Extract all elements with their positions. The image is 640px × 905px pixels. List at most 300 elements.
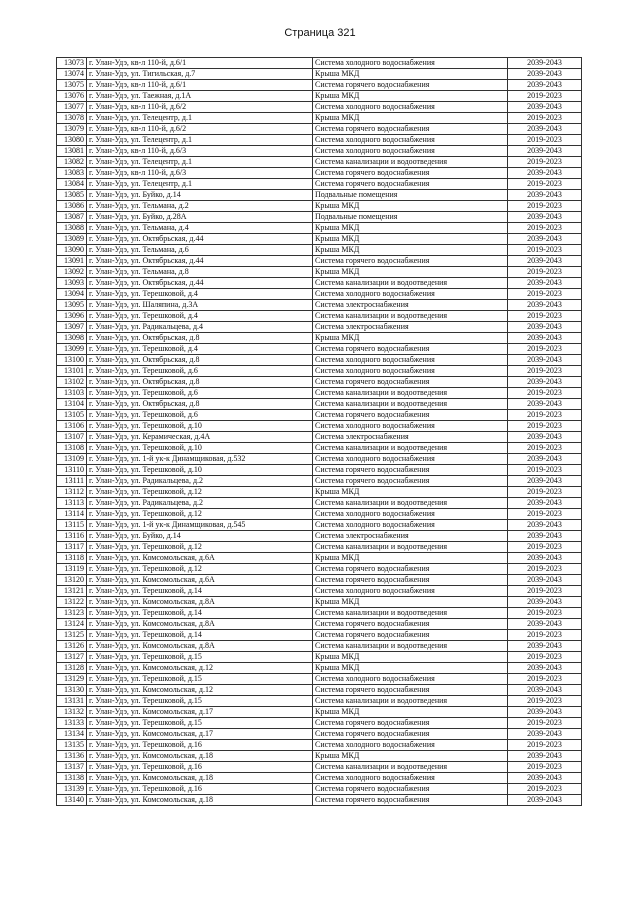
row-number-cell: 13121 bbox=[57, 586, 87, 597]
system-cell: Крыша МКД bbox=[313, 201, 508, 212]
table-row bbox=[57, 476, 582, 487]
table-row bbox=[57, 619, 582, 630]
system-cell: Крыша МКД bbox=[313, 234, 508, 245]
row-number-cell: 13078 bbox=[57, 113, 87, 124]
row-number-cell: 13091 bbox=[57, 256, 87, 267]
table-row bbox=[57, 201, 582, 212]
period-cell: 2019-2023 bbox=[508, 135, 582, 146]
table-row bbox=[57, 289, 582, 300]
address-cell: г. Улан-Удэ, ул. Терешковой, д.4 bbox=[87, 311, 313, 322]
address-cell: г. Улан-Удэ, ул. Терешковой, д.10 bbox=[87, 421, 313, 432]
table-row bbox=[57, 553, 582, 564]
system-cell: Крыша МКД bbox=[313, 597, 508, 608]
table-row bbox=[57, 410, 582, 421]
period-cell: 2039-2043 bbox=[508, 102, 582, 113]
table-row bbox=[57, 564, 582, 575]
row-number-cell: 13130 bbox=[57, 685, 87, 696]
period-cell: 2019-2023 bbox=[508, 245, 582, 256]
table-row bbox=[57, 102, 582, 113]
table-row bbox=[57, 729, 582, 740]
row-number-cell: 13095 bbox=[57, 300, 87, 311]
period-cell: 2039-2043 bbox=[508, 476, 582, 487]
row-number-cell: 13099 bbox=[57, 344, 87, 355]
address-cell: г. Улан-Удэ, ул. Комсомольская, д.18 bbox=[87, 795, 313, 806]
row-number-cell: 13085 bbox=[57, 190, 87, 201]
address-cell: г. Улан-Удэ, ул. Октябрьская, д.44 bbox=[87, 278, 313, 289]
row-number-cell: 13140 bbox=[57, 795, 87, 806]
period-cell: 2039-2043 bbox=[508, 707, 582, 718]
row-number-cell: 13087 bbox=[57, 212, 87, 223]
table-row bbox=[57, 707, 582, 718]
table-row bbox=[57, 487, 582, 498]
address-cell: г. Улан-Удэ, ул. Октябрьская, д.8 bbox=[87, 399, 313, 410]
period-cell: 2019-2023 bbox=[508, 179, 582, 190]
system-cell: Система канализации и водоотведения bbox=[313, 641, 508, 652]
row-number-cell: 13080 bbox=[57, 135, 87, 146]
address-cell: г. Улан-Удэ, ул. Терешковой, д.4 bbox=[87, 344, 313, 355]
table-row bbox=[57, 190, 582, 201]
row-number-cell: 13104 bbox=[57, 399, 87, 410]
row-number-cell: 13126 bbox=[57, 641, 87, 652]
period-cell: 2019-2023 bbox=[508, 113, 582, 124]
address-cell: г. Улан-Удэ, ул. Терешковой, д.15 bbox=[87, 674, 313, 685]
address-cell: г. Улан-Удэ, ул. Телецентр, д.1 bbox=[87, 179, 313, 190]
address-cell: г. Улан-Удэ, кв-л 110-й, д.6/3 bbox=[87, 146, 313, 157]
period-cell: 2039-2043 bbox=[508, 322, 582, 333]
table-row bbox=[57, 509, 582, 520]
address-cell: г. Улан-Удэ, ул. Терешковой, д.15 bbox=[87, 696, 313, 707]
period-cell: 2039-2043 bbox=[508, 795, 582, 806]
period-cell: 2039-2043 bbox=[508, 663, 582, 674]
row-number-cell: 13096 bbox=[57, 311, 87, 322]
system-cell: Система электроснабжения bbox=[313, 322, 508, 333]
table-row bbox=[57, 421, 582, 432]
row-number-cell: 13109 bbox=[57, 454, 87, 465]
row-number-cell: 13105 bbox=[57, 410, 87, 421]
period-cell: 2039-2043 bbox=[508, 498, 582, 509]
period-cell: 2039-2043 bbox=[508, 553, 582, 564]
row-number-cell: 13102 bbox=[57, 377, 87, 388]
row-number-cell: 13112 bbox=[57, 487, 87, 498]
period-cell: 2019-2023 bbox=[508, 289, 582, 300]
period-cell: 2039-2043 bbox=[508, 69, 582, 80]
period-cell: 2019-2023 bbox=[508, 608, 582, 619]
address-cell: г. Улан-Удэ, ул. Буйко, д.14 bbox=[87, 531, 313, 542]
system-cell: Система горячего водоснабжения bbox=[313, 168, 508, 179]
address-cell: г. Улан-Удэ, ул. Буйко, д.28А bbox=[87, 212, 313, 223]
system-cell: Система канализации и водоотведения bbox=[313, 542, 508, 553]
table-row bbox=[57, 586, 582, 597]
period-cell: 2019-2023 bbox=[508, 344, 582, 355]
address-cell: г. Улан-Удэ, ул. Комсомольская, д.17 bbox=[87, 729, 313, 740]
row-number-cell: 13075 bbox=[57, 80, 87, 91]
system-cell: Крыша МКД bbox=[313, 245, 508, 256]
system-cell: Система холодного водоснабжения bbox=[313, 102, 508, 113]
table-row bbox=[57, 344, 582, 355]
system-cell: Система канализации и водоотведения bbox=[313, 399, 508, 410]
period-cell: 2039-2043 bbox=[508, 256, 582, 267]
table-row bbox=[57, 113, 582, 124]
address-cell: г. Улан-Удэ, ул. Терешковой, д.12 bbox=[87, 487, 313, 498]
table-row bbox=[57, 91, 582, 102]
row-number-cell: 13107 bbox=[57, 432, 87, 443]
table-row bbox=[57, 498, 582, 509]
table-row bbox=[57, 773, 582, 784]
address-cell: г. Улан-Удэ, ул. Комсомольская, д.18 bbox=[87, 751, 313, 762]
period-cell: 2039-2043 bbox=[508, 146, 582, 157]
system-cell: Система холодного водоснабжения bbox=[313, 509, 508, 520]
system-cell: Система горячего водоснабжения bbox=[313, 729, 508, 740]
system-cell: Система горячего водоснабжения bbox=[313, 377, 508, 388]
row-number-cell: 13108 bbox=[57, 443, 87, 454]
table-row bbox=[57, 245, 582, 256]
row-number-cell: 13088 bbox=[57, 223, 87, 234]
table-row bbox=[57, 300, 582, 311]
period-cell: 2039-2043 bbox=[508, 124, 582, 135]
row-number-cell: 13136 bbox=[57, 751, 87, 762]
system-cell: Система горячего водоснабжения bbox=[313, 630, 508, 641]
table-row bbox=[57, 443, 582, 454]
table-row bbox=[57, 212, 582, 223]
period-cell: 2039-2043 bbox=[508, 773, 582, 784]
address-cell: г. Улан-Удэ, ул. Таежная, д.1А bbox=[87, 91, 313, 102]
system-cell: Система горячего водоснабжения bbox=[313, 476, 508, 487]
period-cell: 2039-2043 bbox=[508, 597, 582, 608]
system-cell: Крыша МКД bbox=[313, 69, 508, 80]
row-number-cell: 13101 bbox=[57, 366, 87, 377]
address-cell: г. Улан-Удэ, кв-л 110-й, д.6/3 bbox=[87, 168, 313, 179]
period-cell: 2019-2023 bbox=[508, 696, 582, 707]
period-cell: 2019-2023 bbox=[508, 157, 582, 168]
period-cell: 2039-2043 bbox=[508, 278, 582, 289]
address-cell: г. Улан-Удэ, ул. Октябрьская, д.8 bbox=[87, 333, 313, 344]
row-number-cell: 13134 bbox=[57, 729, 87, 740]
table-row bbox=[57, 256, 582, 267]
system-cell: Крыша МКД bbox=[313, 113, 508, 124]
system-cell: Крыша МКД bbox=[313, 333, 508, 344]
address-cell: г. Улан-Удэ, ул. Телецентр, д.1 bbox=[87, 113, 313, 124]
table-row bbox=[57, 69, 582, 80]
address-cell: г. Улан-Удэ, ул. Октябрьская, д.44 bbox=[87, 256, 313, 267]
period-cell: 2039-2043 bbox=[508, 454, 582, 465]
system-cell: Система холодного водоснабжения bbox=[313, 58, 508, 69]
table-row bbox=[57, 146, 582, 157]
period-cell: 2019-2023 bbox=[508, 564, 582, 575]
table-row bbox=[57, 520, 582, 531]
system-cell: Система холодного водоснабжения bbox=[313, 674, 508, 685]
period-cell: 2019-2023 bbox=[508, 674, 582, 685]
period-cell: 2039-2043 bbox=[508, 520, 582, 531]
row-number-cell: 13137 bbox=[57, 762, 87, 773]
system-cell: Система горячего водоснабжения bbox=[313, 795, 508, 806]
system-cell: Подвальные помещения bbox=[313, 212, 508, 223]
address-cell: г. Улан-Удэ, ул. Комсомольская, д.8А bbox=[87, 597, 313, 608]
table-row bbox=[57, 432, 582, 443]
period-cell: 2039-2043 bbox=[508, 190, 582, 201]
table-row bbox=[57, 531, 582, 542]
row-number-cell: 13111 bbox=[57, 476, 87, 487]
row-number-cell: 13094 bbox=[57, 289, 87, 300]
address-cell: г. Улан-Удэ, ул. Комсомольская, д.6А bbox=[87, 553, 313, 564]
row-number-cell: 13133 bbox=[57, 718, 87, 729]
row-number-cell: 13110 bbox=[57, 465, 87, 476]
row-number-cell: 13116 bbox=[57, 531, 87, 542]
row-number-cell: 13127 bbox=[57, 652, 87, 663]
row-number-cell: 13125 bbox=[57, 630, 87, 641]
period-cell: 2019-2023 bbox=[508, 652, 582, 663]
row-number-cell: 13076 bbox=[57, 91, 87, 102]
system-cell: Система холодного водоснабжения bbox=[313, 454, 508, 465]
table-row bbox=[57, 333, 582, 344]
period-cell: 2039-2043 bbox=[508, 168, 582, 179]
table-row bbox=[57, 608, 582, 619]
row-number-cell: 13086 bbox=[57, 201, 87, 212]
period-cell: 2039-2043 bbox=[508, 355, 582, 366]
address-cell: г. Улан-Удэ, ул. Терешковой, д.6 bbox=[87, 410, 313, 421]
address-cell: г. Улан-Удэ, ул. Комсомольская, д.18 bbox=[87, 773, 313, 784]
system-cell: Система горячего водоснабжения bbox=[313, 344, 508, 355]
period-cell: 2019-2023 bbox=[508, 443, 582, 454]
address-cell: г. Улан-Удэ, ул. Терешковой, д.16 bbox=[87, 784, 313, 795]
row-number-cell: 13073 bbox=[57, 58, 87, 69]
row-number-cell: 13074 bbox=[57, 69, 87, 80]
row-number-cell: 13118 bbox=[57, 553, 87, 564]
system-cell: Система горячего водоснабжения bbox=[313, 619, 508, 630]
period-cell: 2019-2023 bbox=[508, 740, 582, 751]
row-number-cell: 13082 bbox=[57, 157, 87, 168]
table-row bbox=[57, 377, 582, 388]
address-cell: г. Улан-Удэ, ул. Терешковой, д.16 bbox=[87, 762, 313, 773]
row-number-cell: 13124 bbox=[57, 619, 87, 630]
row-number-cell: 13083 bbox=[57, 168, 87, 179]
register-table bbox=[56, 57, 582, 806]
address-cell: г. Улан-Удэ, ул. Терешковой, д.10 bbox=[87, 443, 313, 454]
table-row bbox=[57, 278, 582, 289]
address-cell: г. Улан-Удэ, ул. Шаляпина, д.3А bbox=[87, 300, 313, 311]
system-cell: Крыша МКД bbox=[313, 91, 508, 102]
system-cell: Система холодного водоснабжения bbox=[313, 421, 508, 432]
period-cell: 2039-2043 bbox=[508, 399, 582, 410]
system-cell: Система горячего водоснабжения bbox=[313, 256, 508, 267]
row-number-cell: 13084 bbox=[57, 179, 87, 190]
system-cell: Система холодного водоснабжения bbox=[313, 146, 508, 157]
address-cell: г. Улан-Удэ, ул. Терешковой, д.6 bbox=[87, 366, 313, 377]
system-cell: Система канализации и водоотведения bbox=[313, 762, 508, 773]
table-row bbox=[57, 630, 582, 641]
row-number-cell: 13077 bbox=[57, 102, 87, 113]
system-cell: Система канализации и водоотведения bbox=[313, 696, 508, 707]
address-cell: г. Улан-Удэ, ул. Комсомольская, д.12 bbox=[87, 663, 313, 674]
system-cell: Система горячего водоснабжения bbox=[313, 784, 508, 795]
system-cell: Система канализации и водоотведения bbox=[313, 311, 508, 322]
system-cell: Крыша МКД bbox=[313, 487, 508, 498]
row-number-cell: 13081 bbox=[57, 146, 87, 157]
system-cell: Система холодного водоснабжения bbox=[313, 355, 508, 366]
table-row bbox=[57, 80, 582, 91]
system-cell: Крыша МКД bbox=[313, 652, 508, 663]
page-title: Страница 321 bbox=[284, 27, 356, 39]
table-row bbox=[57, 762, 582, 773]
table-row bbox=[57, 399, 582, 410]
system-cell: Система горячего водоснабжения bbox=[313, 124, 508, 135]
system-cell: Система холодного водоснабжения bbox=[313, 366, 508, 377]
table-row bbox=[57, 641, 582, 652]
address-cell: г. Улан-Удэ, ул. Терешковой, д.10 bbox=[87, 465, 313, 476]
table-row bbox=[57, 135, 582, 146]
table-row bbox=[57, 157, 582, 168]
register-table-body bbox=[57, 58, 582, 806]
row-number-cell: 13103 bbox=[57, 388, 87, 399]
address-cell: г. Улан-Удэ, ул. Телецентр, д.1 bbox=[87, 157, 313, 168]
address-cell: г. Улан-Удэ, ул. Терешковой, д.6 bbox=[87, 388, 313, 399]
address-cell: г. Улан-Удэ, ул. Тельмана, д.8 bbox=[87, 267, 313, 278]
row-number-cell: 13119 bbox=[57, 564, 87, 575]
system-cell: Подвальные помещения bbox=[313, 190, 508, 201]
row-number-cell: 13097 bbox=[57, 322, 87, 333]
address-cell: г. Улан-Удэ, ул. Октябрьская, д.8 bbox=[87, 355, 313, 366]
table-row bbox=[57, 795, 582, 806]
address-cell: г. Улан-Удэ, ул. Терешковой, д.14 bbox=[87, 630, 313, 641]
row-number-cell: 13089 bbox=[57, 234, 87, 245]
system-cell: Система холодного водоснабжения bbox=[313, 520, 508, 531]
system-cell: Система горячего водоснабжения bbox=[313, 564, 508, 575]
system-cell: Система холодного водоснабжения bbox=[313, 740, 508, 751]
address-cell: г. Улан-Удэ, ул. Комсомольская, д.8А bbox=[87, 619, 313, 630]
table-row bbox=[57, 454, 582, 465]
period-cell: 2039-2043 bbox=[508, 685, 582, 696]
period-cell: 2019-2023 bbox=[508, 410, 582, 421]
table-row bbox=[57, 58, 582, 69]
table-row bbox=[57, 234, 582, 245]
row-number-cell: 13129 bbox=[57, 674, 87, 685]
period-cell: 2039-2043 bbox=[508, 575, 582, 586]
system-cell: Крыша МКД bbox=[313, 223, 508, 234]
table-row bbox=[57, 674, 582, 685]
period-cell: 2039-2043 bbox=[508, 212, 582, 223]
system-cell: Система горячего водоснабжения bbox=[313, 465, 508, 476]
table-row bbox=[57, 168, 582, 179]
system-cell: Система холодного водоснабжения bbox=[313, 289, 508, 300]
system-cell: Система электроснабжения bbox=[313, 432, 508, 443]
address-cell: г. Улан-Удэ, ул. Тельмана, д.6 bbox=[87, 245, 313, 256]
address-cell: г. Улан-Удэ, ул. Комсомольская, д.17 bbox=[87, 707, 313, 718]
table-row bbox=[57, 652, 582, 663]
table-row bbox=[57, 740, 582, 751]
period-cell: 2039-2043 bbox=[508, 619, 582, 630]
row-number-cell: 13113 bbox=[57, 498, 87, 509]
table-row bbox=[57, 223, 582, 234]
table-row bbox=[57, 124, 582, 135]
row-number-cell: 13120 bbox=[57, 575, 87, 586]
address-cell: г. Улан-Удэ, ул. Комсомольская, д.12 bbox=[87, 685, 313, 696]
table-row bbox=[57, 267, 582, 278]
table-row bbox=[57, 663, 582, 674]
row-number-cell: 13106 bbox=[57, 421, 87, 432]
address-cell: г. Улан-Удэ, кв-л 110-й, д.6/2 bbox=[87, 102, 313, 113]
system-cell: Крыша МКД bbox=[313, 663, 508, 674]
table-row bbox=[57, 311, 582, 322]
address-cell: г. Улан-Удэ, ул. Терешковой, д.15 bbox=[87, 652, 313, 663]
table-row bbox=[57, 465, 582, 476]
system-cell: Система канализации и водоотведения bbox=[313, 388, 508, 399]
address-cell: г. Улан-Удэ, ул. 1-й ук-к Динамщиковая, д.545 bbox=[87, 520, 313, 531]
table-row bbox=[57, 366, 582, 377]
address-cell: г. Улан-Удэ, ул. Терешковой, д.16 bbox=[87, 740, 313, 751]
system-cell: Система горячего водоснабжения bbox=[313, 80, 508, 91]
table-row bbox=[57, 685, 582, 696]
address-cell: г. Улан-Удэ, ул. Терешковой, д.4 bbox=[87, 289, 313, 300]
system-cell: Крыша МКД bbox=[313, 553, 508, 564]
system-cell: Система холодного водоснабжения bbox=[313, 135, 508, 146]
address-cell: г. Улан-Удэ, ул. Комсомольская, д.6А bbox=[87, 575, 313, 586]
address-cell: г. Улан-Удэ, ул. Терешковой, д.12 bbox=[87, 509, 313, 520]
system-cell: Система холодного водоснабжения bbox=[313, 773, 508, 784]
address-cell: г. Улан-Удэ, ул. Терешковой, д.15 bbox=[87, 718, 313, 729]
row-number-cell: 13135 bbox=[57, 740, 87, 751]
system-cell: Система горячего водоснабжения bbox=[313, 575, 508, 586]
address-cell: г. Улан-Удэ, ул. Радикальцева, д.2 bbox=[87, 498, 313, 509]
row-number-cell: 13138 bbox=[57, 773, 87, 784]
row-number-cell: 13128 bbox=[57, 663, 87, 674]
period-cell: 2019-2023 bbox=[508, 487, 582, 498]
table-row bbox=[57, 542, 582, 553]
system-cell: Система электроснабжения bbox=[313, 300, 508, 311]
row-number-cell: 13139 bbox=[57, 784, 87, 795]
address-cell: г. Улан-Удэ, ул. Тельмана, д.2 bbox=[87, 201, 313, 212]
row-number-cell: 13098 bbox=[57, 333, 87, 344]
system-cell: Система горячего водоснабжения bbox=[313, 718, 508, 729]
table-row bbox=[57, 696, 582, 707]
table-row bbox=[57, 322, 582, 333]
address-cell: г. Улан-Удэ, ул. Радикальцева, д.2 bbox=[87, 476, 313, 487]
period-cell: 2039-2043 bbox=[508, 377, 582, 388]
period-cell: 2019-2023 bbox=[508, 311, 582, 322]
table-row bbox=[57, 388, 582, 399]
row-number-cell: 13093 bbox=[57, 278, 87, 289]
system-cell: Крыша МКД bbox=[313, 707, 508, 718]
address-cell: г. Улан-Удэ, кв-л 110-й, д.6/1 bbox=[87, 80, 313, 91]
row-number-cell: 13114 bbox=[57, 509, 87, 520]
system-cell: Система канализации и водоотведения bbox=[313, 608, 508, 619]
period-cell: 2019-2023 bbox=[508, 201, 582, 212]
period-cell: 2019-2023 bbox=[508, 366, 582, 377]
system-cell: Система канализации и водоотведения bbox=[313, 498, 508, 509]
period-cell: 2039-2043 bbox=[508, 234, 582, 245]
period-cell: 2019-2023 bbox=[508, 784, 582, 795]
period-cell: 2039-2043 bbox=[508, 80, 582, 91]
row-number-cell: 13092 bbox=[57, 267, 87, 278]
address-cell: г. Улан-Удэ, ул. Комсомольская, д.8А bbox=[87, 641, 313, 652]
table-row bbox=[57, 751, 582, 762]
system-cell: Система канализации и водоотведения bbox=[313, 443, 508, 454]
period-cell: 2039-2043 bbox=[508, 751, 582, 762]
table-row bbox=[57, 718, 582, 729]
period-cell: 2019-2023 bbox=[508, 91, 582, 102]
address-cell: г. Улан-Удэ, ул. Терешковой, д.12 bbox=[87, 542, 313, 553]
row-number-cell: 13115 bbox=[57, 520, 87, 531]
address-cell: г. Улан-Удэ, кв-л 110-й, д.6/2 bbox=[87, 124, 313, 135]
system-cell: Система канализации и водоотведения bbox=[313, 278, 508, 289]
period-cell: 2039-2043 bbox=[508, 333, 582, 344]
table-row bbox=[57, 575, 582, 586]
address-cell: г. Улан-Удэ, ул. Буйко, д.14 bbox=[87, 190, 313, 201]
address-cell: г. Улан-Удэ, ул. Терешковой, д.14 bbox=[87, 608, 313, 619]
table-row bbox=[57, 179, 582, 190]
system-cell: Система горячего водоснабжения bbox=[313, 410, 508, 421]
period-cell: 2019-2023 bbox=[508, 509, 582, 520]
period-cell: 2019-2023 bbox=[508, 586, 582, 597]
period-cell: 2039-2043 bbox=[508, 58, 582, 69]
